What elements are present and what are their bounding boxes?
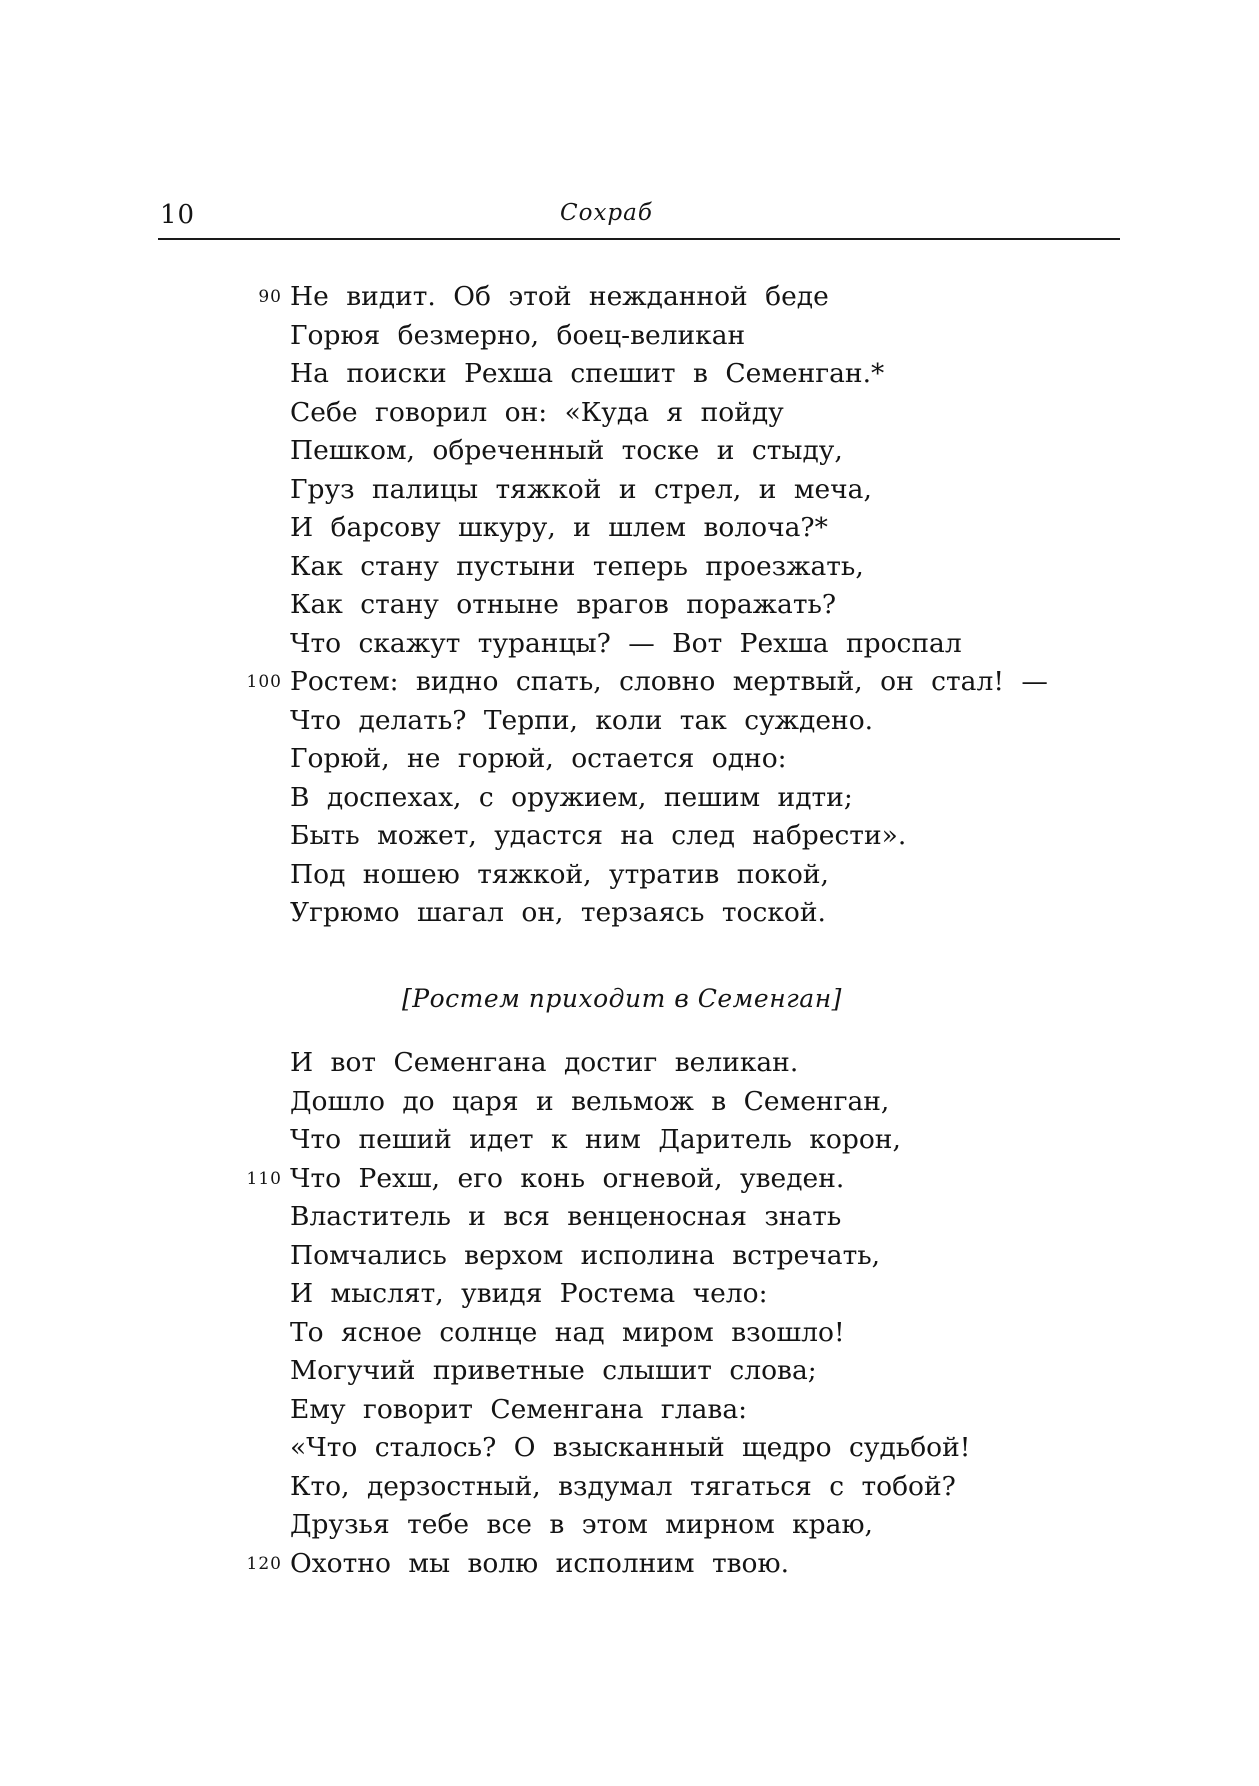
verse-line bbox=[290, 1506, 970, 1545]
verse-line bbox=[246, 663, 1048, 702]
verse-text: Под ношею тяжкой, утратив покой, bbox=[290, 858, 829, 890]
verse-line bbox=[246, 1160, 970, 1199]
verse-line bbox=[290, 1275, 970, 1314]
verse-text: «Что сталось? О взысканный щедро судьбой! bbox=[290, 1432, 971, 1463]
verse-text: Угрюмо шагал он, терзаясь тоской. bbox=[290, 897, 826, 928]
verse-text: Охотно мы волю исполним твою. bbox=[290, 1547, 789, 1579]
line-number: 110 bbox=[246, 1168, 282, 1189]
verse-line bbox=[290, 317, 1048, 356]
line-number: 100 bbox=[246, 672, 282, 692]
verse-line bbox=[290, 702, 1048, 741]
verse-text: И вот Семенгана достиг великан. bbox=[290, 1047, 799, 1078]
verse-text: Ростем: видно спать, словно мертвый, он стал! — bbox=[290, 666, 1048, 697]
verse-text: Кто, дерзостный, вздумал тягаться с тобой? bbox=[290, 1470, 956, 1502]
verse-line bbox=[290, 779, 1048, 818]
verse-line bbox=[290, 740, 1048, 779]
line-number: 120 bbox=[246, 1553, 282, 1574]
verse-text: И мыслят, увидя Ростема чело: bbox=[290, 1278, 768, 1309]
verse-line bbox=[290, 625, 1048, 664]
line-number: 90 bbox=[258, 287, 282, 307]
verse-text: Что делать? Терпи, коли так суждено. bbox=[290, 704, 874, 736]
verse-line bbox=[290, 1468, 970, 1507]
verse-text: Себе говорил он: «Куда я пойду bbox=[290, 396, 784, 428]
verse-line bbox=[290, 894, 1048, 933]
verse-line bbox=[290, 509, 1048, 548]
verse-line bbox=[290, 1429, 970, 1468]
verse-line bbox=[290, 1083, 970, 1122]
verse-line bbox=[290, 817, 1048, 856]
verse-text: Могучий приветные слышит слова; bbox=[290, 1355, 817, 1386]
verse-line bbox=[290, 856, 1048, 895]
verse-text: Властитель и вся венценосная знать bbox=[290, 1201, 842, 1232]
verse-text: Пешком, обреченный тоске и стыду, bbox=[290, 435, 843, 466]
stanza-2 bbox=[246, 1044, 971, 1583]
verse-text: Друзья тебе все в этом мирном краю, bbox=[290, 1509, 873, 1540]
running-title: Сохраб bbox=[560, 200, 653, 226]
verse-line bbox=[290, 1314, 970, 1353]
verse-text: Быть может, удастся на след набрести». bbox=[290, 820, 907, 851]
verse-line bbox=[290, 432, 1048, 471]
verse-text: Груз палицы тяжкой и стрел, и меча, bbox=[290, 473, 872, 505]
verse-text: Что скажут туранцы? — Вот Рехша проспал bbox=[290, 627, 962, 659]
verse-text: Помчались верхом исполина встречать, bbox=[290, 1239, 881, 1271]
verse-line bbox=[290, 1352, 970, 1391]
verse-line bbox=[290, 1237, 970, 1276]
verse-line bbox=[290, 1044, 970, 1083]
verse-line bbox=[290, 548, 1048, 587]
verse-text: На поиски Рехша спешит в Семенган.* bbox=[290, 358, 885, 389]
page-number: 10 bbox=[160, 200, 196, 230]
verse-line bbox=[246, 1545, 970, 1584]
stanza-1 bbox=[246, 278, 1048, 933]
verse-text: Что Рехш, его конь огневой, уведен. bbox=[290, 1162, 845, 1194]
verse-text: То ясное солнце над миром взошло! bbox=[290, 1316, 845, 1348]
verse-line bbox=[290, 471, 1048, 510]
verse-text: Как стану пустыни теперь проезжать, bbox=[290, 550, 864, 582]
header-rule bbox=[158, 238, 1120, 240]
verse-text: Не видит. Об этой нежданной беде bbox=[290, 281, 829, 312]
verse-line bbox=[290, 355, 1048, 394]
verse-text: Горюя безмерно, боец-великан bbox=[290, 319, 746, 351]
verse-line bbox=[290, 586, 1048, 625]
verse-text: Ему говорит Семенгана глава: bbox=[290, 1393, 748, 1425]
section-heading: [Ростем приходит в Семенган] bbox=[402, 984, 842, 1013]
verse-text: Что пеший идет к ним Даритель корон, bbox=[290, 1124, 901, 1155]
verse-line bbox=[290, 1391, 970, 1430]
verse-text: Дошло до царя и вельмож в Семенган, bbox=[290, 1085, 890, 1117]
verse-text: Горюй, не горюй, остается одно: bbox=[290, 743, 787, 774]
verse-line bbox=[290, 1198, 970, 1237]
verse-text: И барсову шкуру, и шлем волоча?* bbox=[290, 512, 828, 543]
verse-line bbox=[290, 394, 1048, 433]
verse-text: В доспехах, с оружием, пешим идти; bbox=[290, 781, 853, 813]
verse-line bbox=[290, 1121, 970, 1160]
verse-text: Как стану отныне врагов поражать? bbox=[290, 589, 837, 620]
verse-line bbox=[258, 278, 1048, 317]
